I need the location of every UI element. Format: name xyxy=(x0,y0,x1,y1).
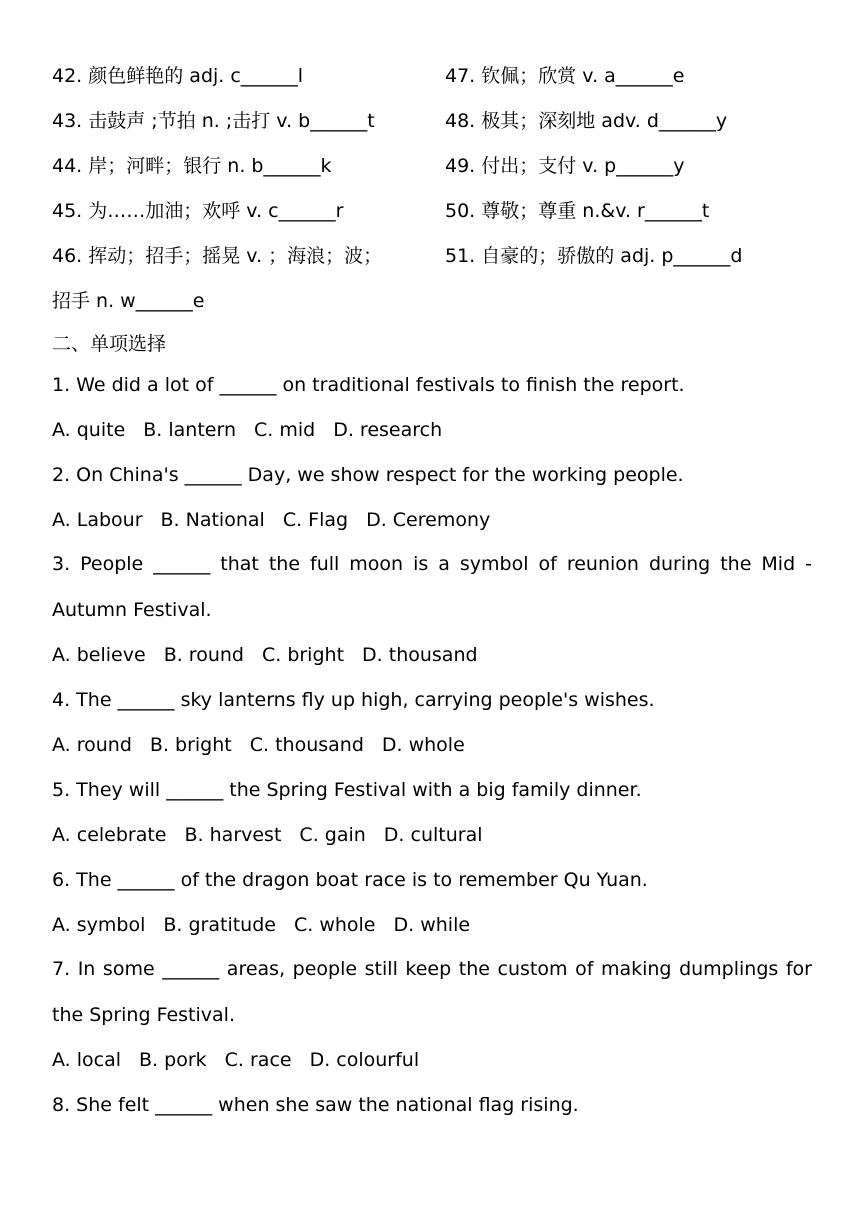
vocab-item-43: 43. 击鼓声 ;节拍 n. ;击打 v. b______t xyxy=(52,110,375,132)
section-title: 二、单项选择 xyxy=(52,332,167,355)
option-b: B. bright xyxy=(149,733,232,756)
question-options xyxy=(52,497,812,542)
vocab-row xyxy=(52,97,812,142)
option-a: A. quite xyxy=(52,418,126,441)
option-d: D. colourful xyxy=(309,1048,420,1071)
vocab-item-45: 45. 为……加油；欢呼 v. c______r xyxy=(52,200,344,222)
vocab-item-44: 44. 岸；河畔；银行 n. b______k xyxy=(52,155,332,177)
vocab-item-51: 51. 自豪的；骄傲的 adj. p______d xyxy=(445,245,743,267)
vocab-row xyxy=(52,232,812,277)
option-d: D. cultural xyxy=(383,823,483,846)
question-6 xyxy=(52,857,812,947)
vocab-row xyxy=(52,142,812,187)
option-b: B. lantern xyxy=(143,418,237,441)
option-d: D. thousand xyxy=(362,643,478,666)
question-5 xyxy=(52,767,812,857)
question-stem: 8. She felt ______ when she saw the national flag rising. xyxy=(52,1093,579,1116)
vocab-item-48: 48. 极其；深刻地 adv. d______y xyxy=(445,110,728,132)
vocab-row xyxy=(52,52,812,97)
question-3 xyxy=(52,542,812,677)
document-page xyxy=(52,52,812,1127)
vocab-item-42: 42. 颜色鲜艳的 adj. c______l xyxy=(52,65,304,87)
vocab-row xyxy=(52,187,812,232)
option-b: B. pork xyxy=(139,1048,207,1071)
vocab-item-46-continued: 招手 n. w______e xyxy=(52,290,205,312)
question-stem: 5. They will ______ the Spring Festival with a big family dinner. xyxy=(52,778,642,801)
option-c: C. race xyxy=(224,1048,292,1071)
vocab-item-50: 50. 尊敬；尊重 n.&v. r______t xyxy=(445,200,710,222)
question-4 xyxy=(52,677,812,767)
question-options xyxy=(52,407,812,452)
question-stem: 6. The ______ of the dragon boat race is to remember Qu Yuan. xyxy=(52,868,648,891)
question-options xyxy=(52,722,812,767)
question-options xyxy=(52,632,812,677)
option-a: A. local xyxy=(52,1048,122,1071)
vocab-section xyxy=(52,52,812,322)
vocab-item-49: 49. 付出；支付 v. p______y xyxy=(445,155,685,177)
question-8 xyxy=(52,1082,812,1127)
option-b: B. gratitude xyxy=(163,913,276,936)
option-d: D. Ceremony xyxy=(366,508,491,531)
vocab-item-47: 47. 钦佩；欣赏 v. a______e xyxy=(445,65,685,87)
vocab-item-46: 46. 挥动；招手；摇晃 v. ；海浪；波； xyxy=(52,245,383,267)
question-list xyxy=(52,362,812,1127)
question-2 xyxy=(52,452,812,542)
option-c: C. mid xyxy=(254,418,316,441)
option-a: A. celebrate xyxy=(52,823,167,846)
option-c: C. whole xyxy=(293,913,376,936)
option-b: B. round xyxy=(163,643,244,666)
question-options xyxy=(52,1037,812,1082)
question-stem: 7. In some ______ areas, people still keep the custom of making dumplings for xyxy=(52,958,812,980)
question-stem-continued: the Spring Festival. xyxy=(52,1003,235,1026)
option-c: C. Flag xyxy=(282,508,349,531)
option-c: C. bright xyxy=(261,643,345,666)
question-stem: 3. People ______ that the full moon is a symbol of reunion during the Mid - xyxy=(52,553,812,575)
option-d: D. while xyxy=(393,913,471,936)
option-b: B. National xyxy=(160,508,265,531)
question-stem: 2. On China's ______ Day, we show respect for the working people. xyxy=(52,463,684,486)
option-a: A. round xyxy=(52,733,132,756)
question-stem: 1. We did a lot of ______ on traditional festivals to finish the report. xyxy=(52,373,685,396)
option-c: C. gain xyxy=(299,823,366,846)
question-stem: 4. The ______ sky lanterns fly up high, carrying people's wishes. xyxy=(52,688,655,711)
question-options xyxy=(52,812,812,857)
option-a: A. symbol xyxy=(52,913,146,936)
option-c: C. thousand xyxy=(249,733,364,756)
option-d: D. whole xyxy=(381,733,465,756)
option-a: A. believe xyxy=(52,643,146,666)
question-7 xyxy=(52,947,812,1082)
question-stem-continued: Autumn Festival. xyxy=(52,598,212,621)
question-1 xyxy=(52,362,812,452)
option-d: D. research xyxy=(333,418,443,441)
option-a: A. Labour xyxy=(52,508,143,531)
option-b: B. harvest xyxy=(184,823,282,846)
question-options xyxy=(52,902,812,947)
